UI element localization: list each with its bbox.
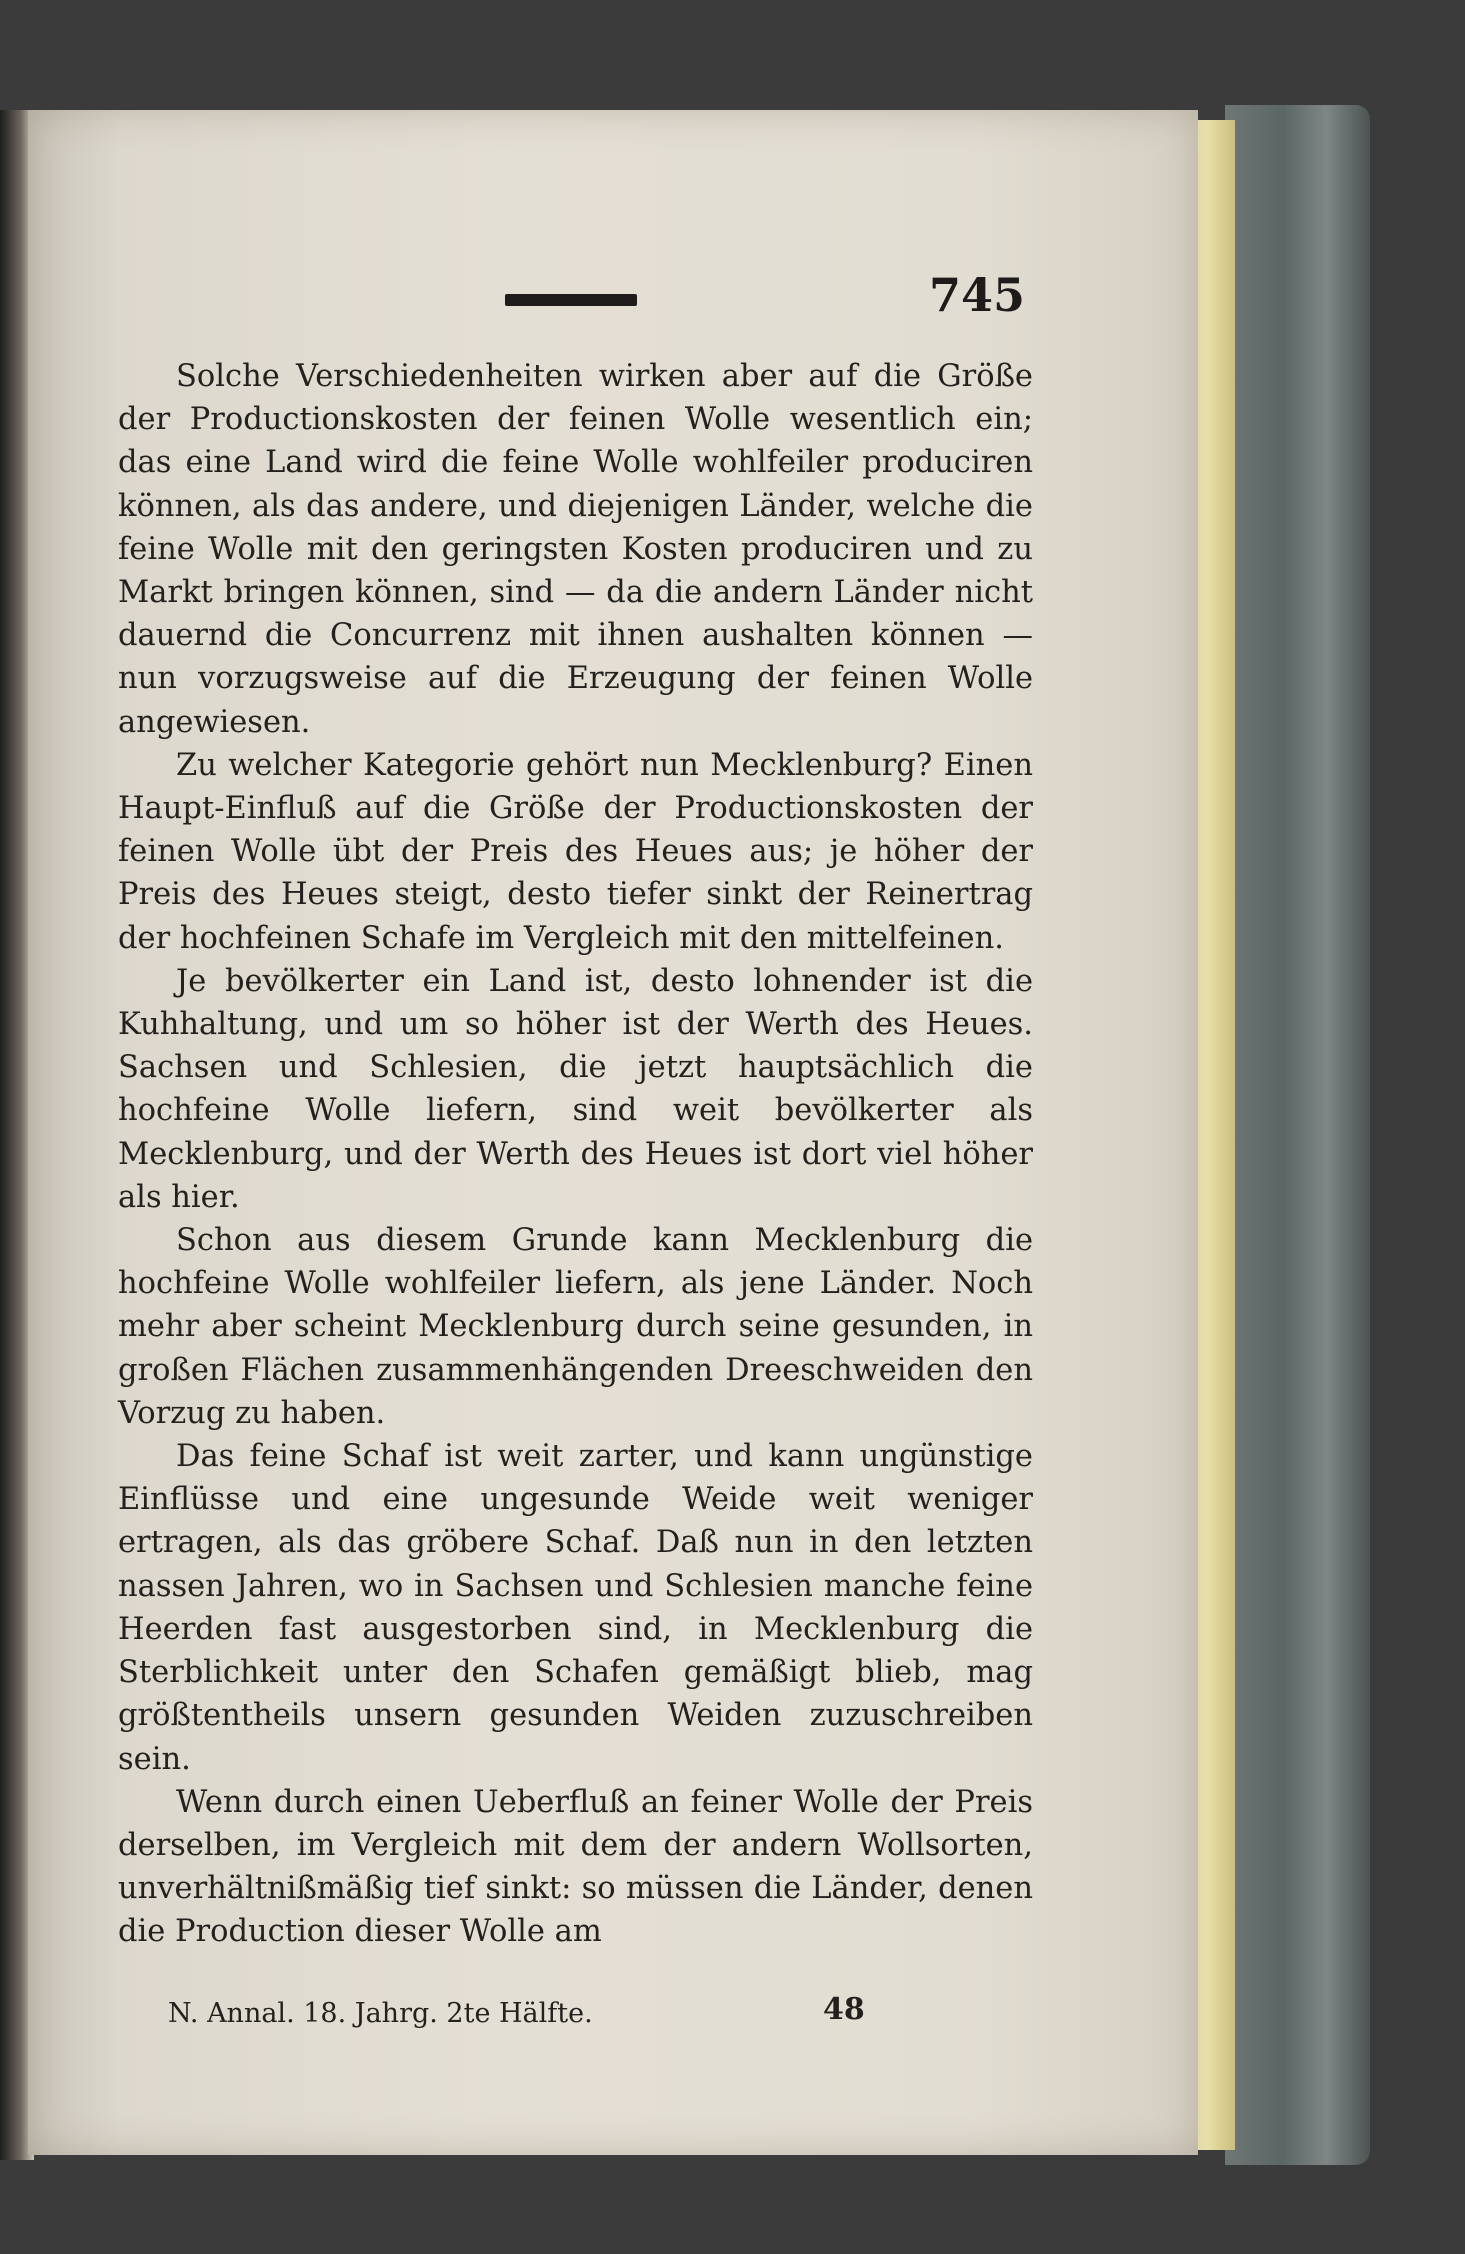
- book-cover-right: [1225, 105, 1370, 2165]
- paragraph-1: Solche Verschiedenheiten wirken aber auf die Größe der Productionskosten der feinen Wolle wesentlich ein; das eine Land wird die feine Wolle wohlfeiler produciren können, als das andere, und diejenigen Länder, welche die feine Wolle mit den geringsten Kosten produciren und zu Markt bringen können, sind — da die andern Länder nicht dauernd die Concurrenz mit ihnen aushalten können — nun vorzugsweise auf die Erzeugung der feinen Wolle angewiesen.: [118, 359, 1033, 740]
- body-text: [118, 355, 1033, 1954]
- paragraph-2: Zu welcher Kategorie gehört nun Mecklenburg? Einen Haupt-Einfluß auf die Größe der Productionskosten der feinen Wolle übt der Preis des Heues aus; je höher der Preis des Heues steigt, desto tiefer sinkt der Reinertrag der hochfeinen Schafe im Vergleich mit den mittelfeinen.: [118, 747, 1033, 956]
- paragraph-5: Das feine Schaf ist weit zarter, und kann ungünstige Einflüsse und eine ungesunde Weide weit weniger ertragen, als das gröbere Schaf. Daß nun in den letzten nassen Jahren, wo in Sachsen und Schlesien manche feine Heerden fast ausgestorben sind, in Mecklenburg die Sterblichkeit unter den Schafen gemäßigt blieb, mag größtentheils unsern gesunden Weiden zuzuschreiben sein.: [118, 1439, 1033, 1777]
- paragraph-3: Je bevölkerter ein Land ist, desto lohnender ist die Kuhhaltung, und um so höher ist der Werth des Heues. Sachsen und Schlesien, die jetzt hauptsächlich die hochfeine Wolle liefern, sind weit bevölkerter als Mecklenburg, und der Werth des Heues ist dort viel höher als hier.: [118, 963, 1033, 1215]
- footer-signature: N. Annal. 18. Jahrg. 2te Hälfte.: [168, 1998, 593, 2029]
- page-number: 745: [928, 268, 1025, 322]
- header-rule-ornament: [505, 294, 637, 306]
- paragraph-4: Schon aus diesem Grunde kann Mecklenburg die hochfeine Wolle wohlfeiler liefern, als jene Länder. Noch mehr aber scheint Mecklenburg durch seine gesunden, in großen Flächen zusammenhängenden Dreeschweiden den Vorzug zu haben.: [118, 1223, 1033, 1431]
- page-footer: [168, 1990, 868, 2040]
- sheet-number: 48: [823, 1992, 865, 2027]
- page-header: [505, 268, 1025, 328]
- paragraph-6: Wenn durch einen Ueberfluß an feiner Wolle der Preis derselben, im Vergleich mit dem der andern Wollsorten, unverhältnißmäßig tief sinkt: so müssen die Länder, denen die Production dieser Wolle am: [118, 1784, 1033, 1950]
